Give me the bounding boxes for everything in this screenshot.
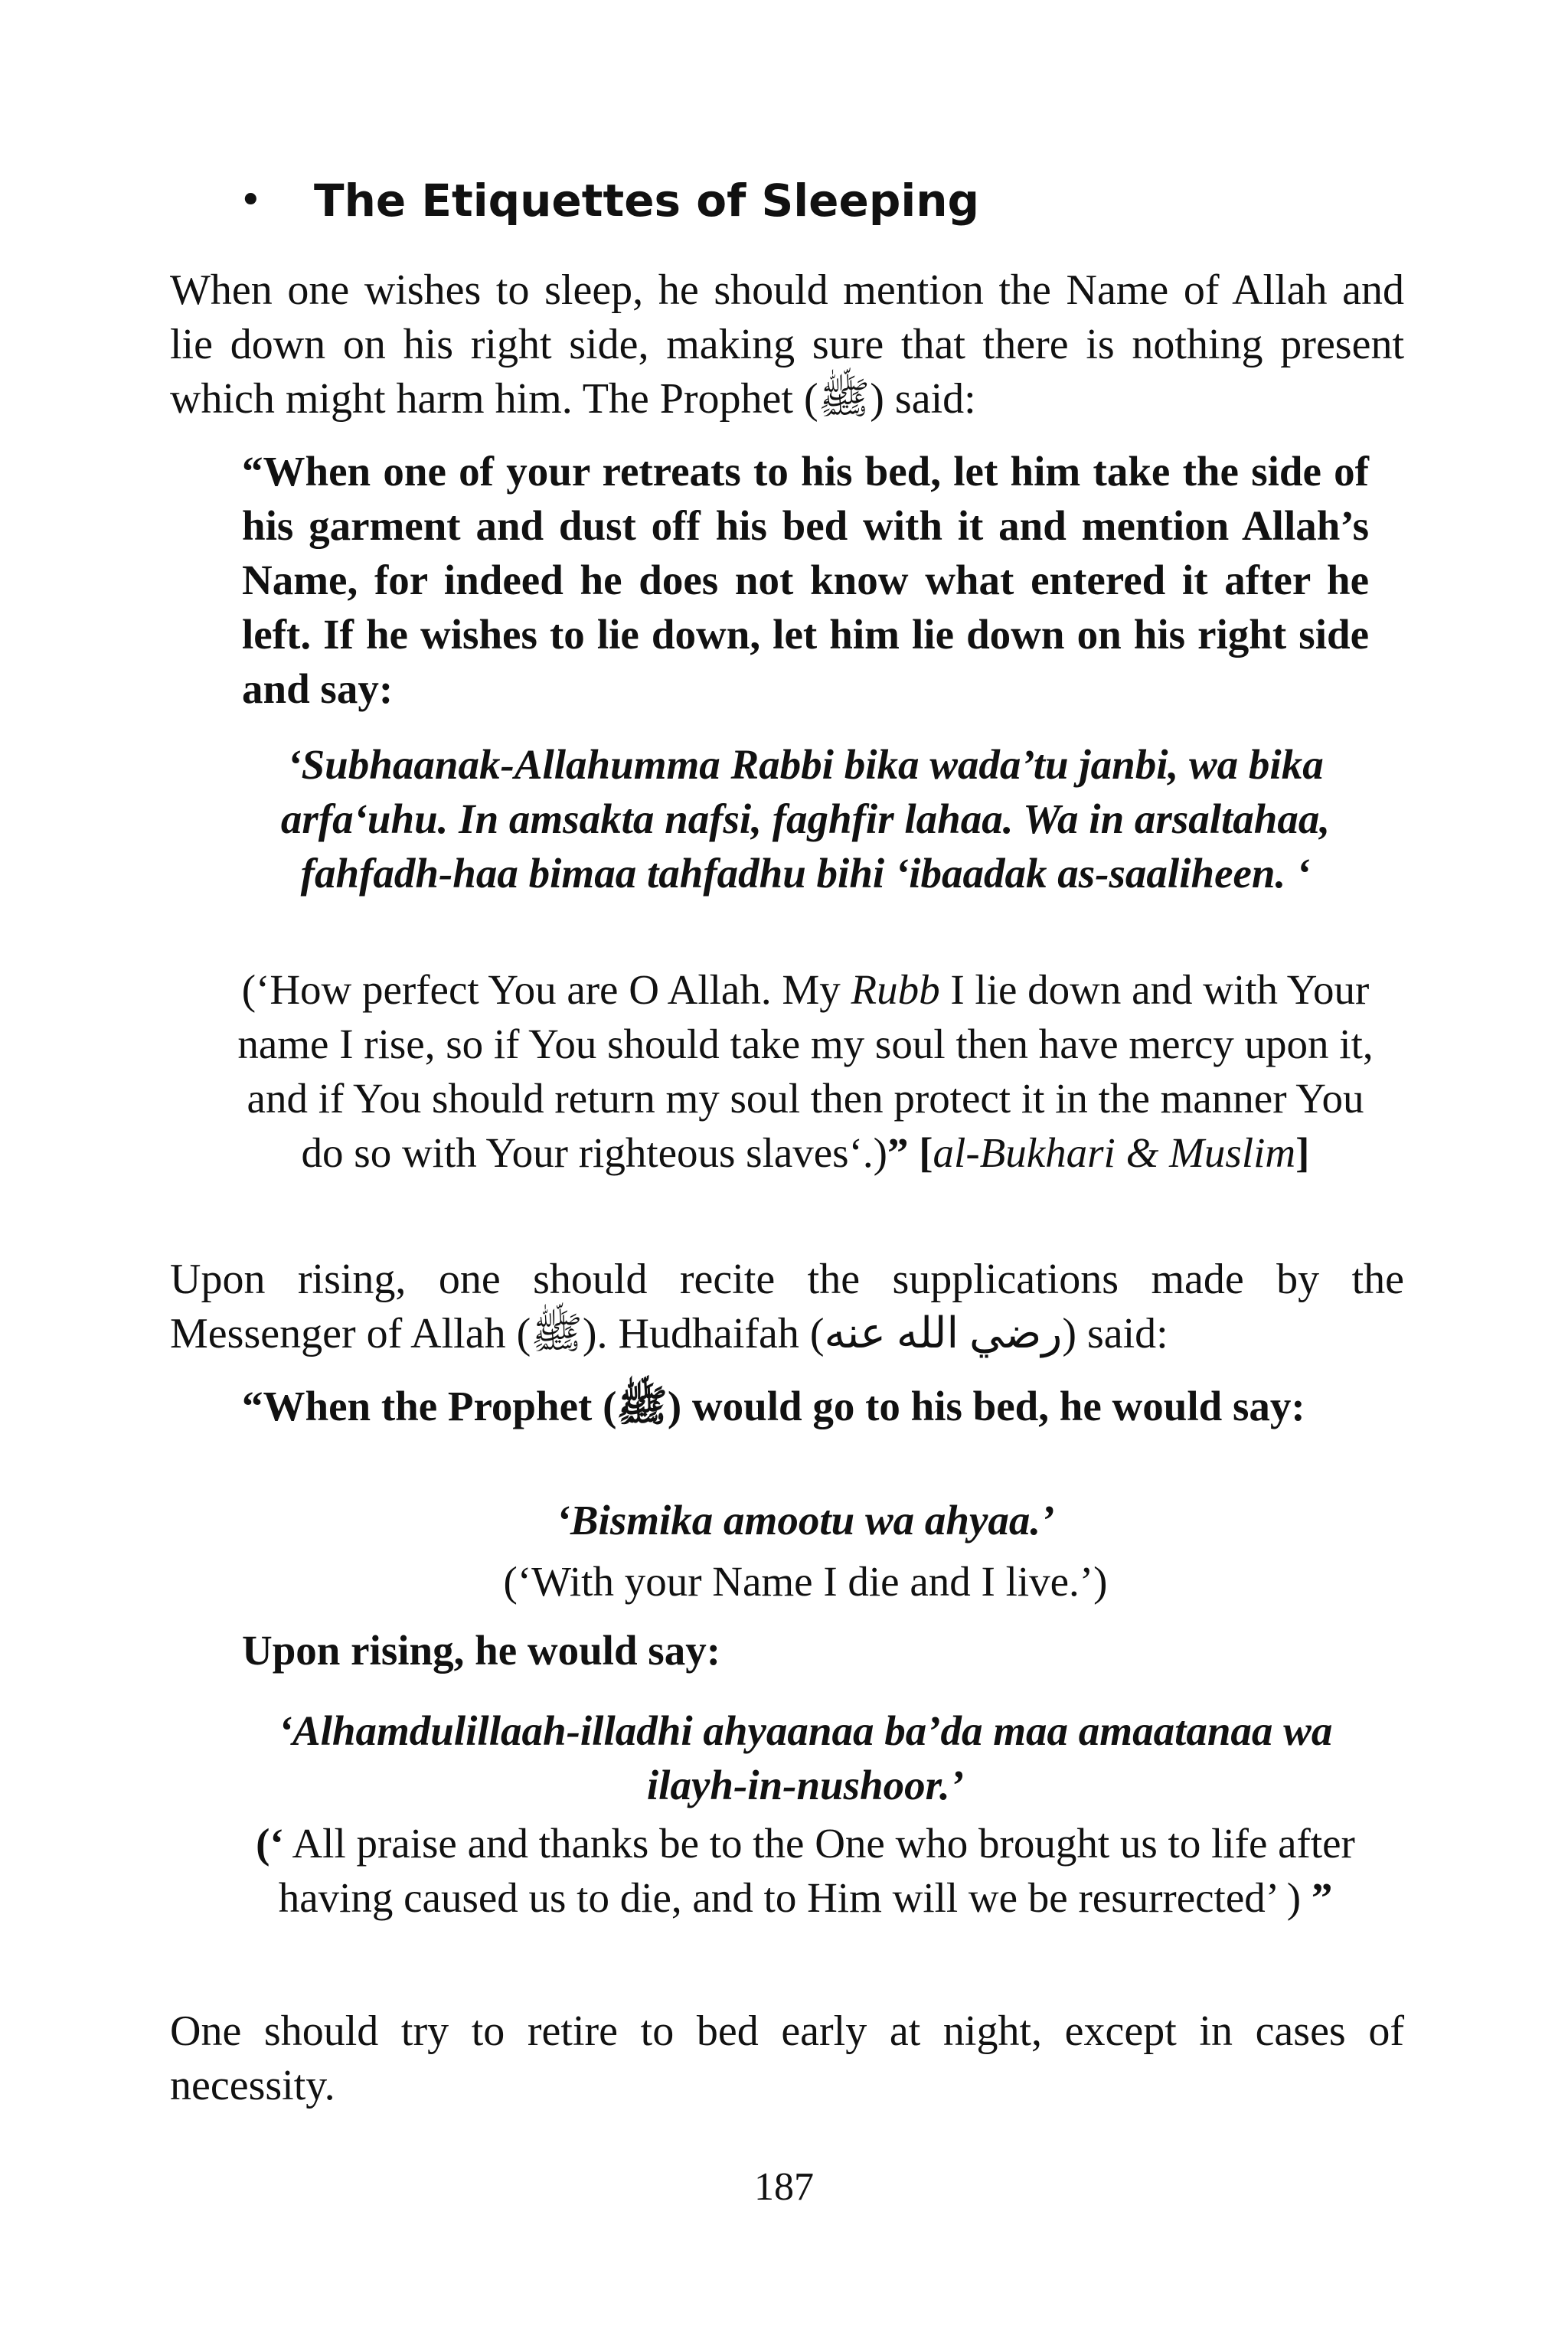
reference-bracket-open: [ — [908, 1129, 933, 1176]
dua-bismika: ‘Bismika amootu wa ahyaa.’ — [556, 1497, 1055, 1544]
translation-rubb: Rubb — [851, 966, 940, 1013]
page-number: 187 — [754, 2165, 814, 2209]
hadith-quote: “When one of your retreats to his bed, let him take the side of his garment and dust off his bed with it and mention Allah’s Name, for indeed he does not know what entered it after he left. If he wishes to lie down, let him lie down on his right side and say: — [242, 448, 1369, 712]
hadith-quote-2: “When the Prophet (ﷺ) would go to his bed, he would say: — [242, 1383, 1305, 1429]
closing-quote-mark-2: ” — [1311, 1874, 1333, 1921]
dua-alhamdulillah-translation — [253, 1816, 1358, 1925]
opening-quote-mark: (‘ — [256, 1820, 284, 1867]
closing-paragraph: One should try to retire to bed early at night, except in cases of necessity. — [170, 2007, 1404, 2109]
hadith-reference: al-Bukhari & Muslim — [933, 1129, 1296, 1176]
closing-quote-mark: ” — [887, 1129, 909, 1176]
dua-alhamdulillah: ‘Alhamdulillaah-illadhi ahyaanaa ba’da maa amaatanaa wa ilayh-in-nushoor.’ — [278, 1707, 1333, 1808]
rising-paragraph: Upon rising, one should recite the supplications made by the Messenger of Allah (ﷺ). Hudhaifah (رضي الله عنه) said: — [170, 1256, 1404, 1357]
dua-translation — [230, 962, 1381, 1180]
section-heading: The Etiquettes of Sleeping — [314, 175, 980, 227]
dua-transliteration: ‘Subhaanak-Allahumma Rabbi bika wada’tu janbi, wa bika arfa‘uhu. In amsakta nafsi, faghfir lahaa. Wa in arsaltahaa, fahfadh-haa bimaa tahfadhu bihi ‘ibaadak as-saaliheen. ‘ — [280, 741, 1331, 897]
translation-text-cont: I lie down and with Your name I rise, so if You should take my soul then have mercy upon it, and if You should return my soul then protect it in the manner You do so with Your righteous slaves‘.) — [237, 966, 1374, 1176]
translation-text-2: All praise and thanks be to the One who brought us to life after having caused us to die, and to Him will we be resurrected’ ) — [278, 1820, 1355, 1921]
dua-bismika-translation: (‘With your Name I die and I live.’) — [503, 1558, 1108, 1605]
translation-text: (‘How perfect You are O Allah. My — [241, 966, 851, 1013]
reference-bracket-close: ] — [1295, 1129, 1310, 1176]
rising-label: Upon rising, he would say: — [242, 1627, 721, 1674]
intro-paragraph: When one wishes to sleep, he should mention the Name of Allah and lie down on his right side, making sure that there is nothing present which might harm him. The Prophet (ﷺ) said: — [170, 266, 1404, 423]
bullet-icon: • — [239, 178, 263, 224]
